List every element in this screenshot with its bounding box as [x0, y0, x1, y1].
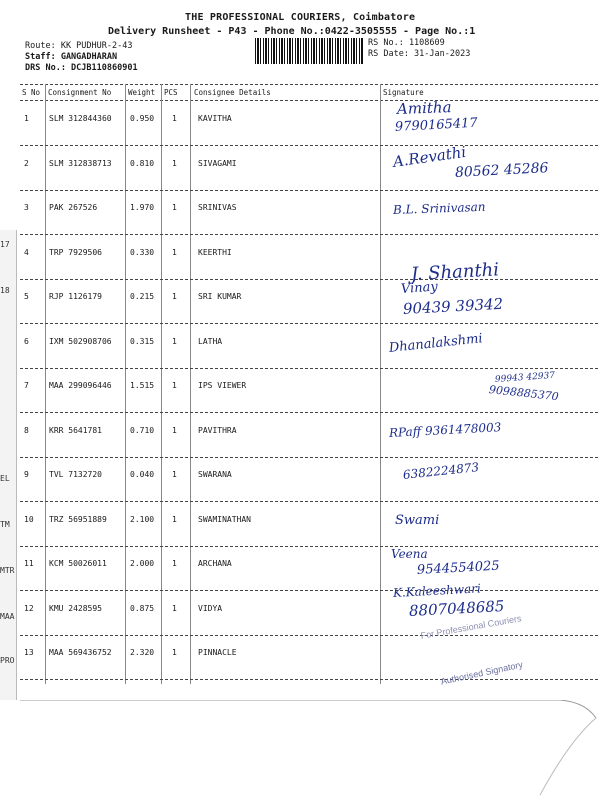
row-consignee: ARCHANA [198, 559, 232, 568]
row-consignment: PAK 267526 [49, 203, 98, 212]
row-consignee: SWAMINATHAN [198, 514, 251, 524]
edge-label: EL [0, 474, 10, 483]
row-pcs: 1 [172, 292, 177, 301]
row-pcs: 1 [172, 425, 177, 435]
signature-text: 90439 39342 [402, 294, 504, 318]
company-title: THE PROFESSIONAL COURIERS, Coimbatore [185, 12, 416, 23]
row-separator [20, 190, 598, 191]
row-separator [20, 368, 598, 369]
column-divider [161, 84, 162, 684]
col-signature: Signature [383, 88, 424, 97]
signature-text: Amitha [396, 98, 452, 118]
row-sno: 3 [24, 203, 29, 212]
column-divider [45, 84, 46, 684]
row-consignment: TRP 7929506 [49, 247, 102, 257]
row-sno: 2 [24, 158, 29, 168]
signature-text: K.Kaleeshwari [392, 580, 482, 600]
row-sno: 4 [24, 247, 29, 257]
rs-number: RS No.: 1108609 [368, 38, 445, 48]
row-consignment: SLM 312844360 [49, 114, 112, 123]
row-sno: 7 [24, 381, 29, 390]
row-pcs: 1 [172, 470, 177, 479]
route-label: Route: KK PUDHUR-2-43 [25, 41, 133, 51]
row-consignee: SRI KUMAR [198, 292, 242, 301]
row-consignee: KEERTHI [198, 247, 232, 257]
signature-text: Swami [395, 512, 440, 528]
row-pcs: 1 [172, 158, 177, 168]
row-consignment: KRR 5641781 [49, 425, 102, 435]
row-pcs: 1 [172, 603, 177, 613]
row-weight: 2.000 [130, 559, 155, 568]
row-consignment: MAA 299096446 [49, 381, 112, 390]
row-consignment: TRZ 56951889 [49, 514, 107, 524]
edge-label: TM [0, 520, 10, 529]
row-sno: 6 [24, 336, 29, 346]
row-pcs: 1 [172, 381, 177, 390]
row-sno: 11 [24, 559, 34, 568]
row-consignment: KCM 50026011 [49, 559, 107, 568]
row-weight: 0.710 [130, 425, 155, 435]
col-pcs: PCS [164, 88, 178, 97]
row-weight: 0.330 [130, 247, 155, 257]
row-separator [20, 323, 598, 324]
signature-text: 9544554025 [416, 558, 500, 578]
row-separator [20, 234, 598, 235]
column-divider [380, 84, 381, 684]
barcode [255, 38, 363, 64]
row-pcs: 1 [172, 559, 177, 568]
row-weight: 1.970 [130, 203, 155, 212]
row-consignment: SLM 312838713 [49, 158, 112, 168]
row-weight: 1.515 [130, 381, 155, 390]
row-consignee: SRINIVAS [198, 203, 237, 212]
signature-text: Vinay [400, 279, 439, 297]
row-consignment: MAA 569436752 [49, 648, 112, 657]
drs-number: DRS No.: DCJB110860901 [25, 63, 138, 73]
underlying-page-edge [0, 230, 17, 700]
col-weight: Weight [128, 88, 156, 97]
row-consignee: SWARANA [198, 470, 232, 479]
col-consignment: Consignment No [48, 88, 112, 97]
row-weight: 0.215 [130, 292, 155, 301]
row-separator [20, 457, 598, 458]
row-weight: 2.320 [130, 648, 155, 657]
row-consignee: PINNACLE [198, 648, 237, 657]
row-separator [20, 546, 598, 547]
signature-text: 99943 42937 [494, 370, 556, 385]
edge-label: 18 [0, 286, 10, 295]
row-separator [20, 635, 598, 636]
edge-label: MAA [0, 612, 15, 621]
row-consignment: RJP 1126179 [49, 292, 102, 301]
authorised-signatory: Authorised Signatory [439, 659, 524, 687]
row-sno: 5 [24, 292, 29, 301]
row-separator [20, 501, 598, 502]
table-rule [20, 100, 598, 101]
row-separator [20, 679, 598, 680]
row-sno: 1 [24, 114, 29, 123]
row-sno: 8 [24, 425, 29, 435]
signature-text: J. Shanthi [410, 258, 500, 285]
column-divider [125, 84, 126, 684]
signature-text: 6382224873 [402, 460, 480, 482]
signature-text: A.Revathi [391, 142, 468, 171]
row-pcs: 1 [172, 203, 177, 212]
signature-text: 9790165417 [394, 115, 478, 135]
row-consignment: KMU 2428595 [49, 603, 102, 613]
signature-text: B.L. Srinivasan [392, 199, 486, 217]
edge-label: MTR [0, 566, 15, 575]
row-sno: 12 [24, 603, 34, 613]
company-stamp: For Professional Couriers [419, 613, 523, 641]
row-weight: 0.040 [130, 470, 155, 479]
row-sno: 13 [24, 648, 34, 657]
row-separator [20, 145, 598, 146]
row-consignee: SIVAGAMI [198, 158, 237, 168]
staff-label: Staff: GANGADHARAN [25, 52, 118, 62]
edge-label: PRO [0, 656, 15, 665]
curl-shadow [0, 700, 600, 800]
row-consignment: IXM 502908706 [49, 336, 112, 346]
table-rule [20, 84, 598, 85]
row-weight: 0.875 [130, 603, 155, 613]
row-consignee: IPS VIEWER [198, 381, 247, 390]
row-pcs: 1 [172, 514, 177, 524]
signature-text: RPaff 9361478003 [388, 419, 502, 440]
row-consignee: VIDYA [198, 603, 223, 613]
signature-text: Veena [391, 547, 428, 561]
row-weight: 0.810 [130, 158, 155, 168]
row-sno: 10 [24, 514, 34, 524]
row-weight: 2.100 [130, 514, 155, 524]
edge-label: 17 [0, 240, 10, 249]
runsheet-title: Delivery Runsheet - P43 - Phone No.:0422-3505555 - Page No.:1 [108, 26, 476, 37]
col-consignee: Consignee Details [194, 88, 271, 97]
row-consignee: KAVITHA [198, 114, 232, 123]
row-separator [20, 590, 598, 591]
column-divider [190, 84, 191, 684]
page-curl [0, 700, 600, 800]
col-sno: S No [22, 88, 41, 97]
signature-text: 80562 45286 [454, 159, 549, 181]
row-separator [20, 279, 598, 280]
row-pcs: 1 [172, 247, 177, 257]
row-pcs: 1 [172, 114, 177, 123]
row-pcs: 1 [172, 336, 177, 346]
row-weight: 0.950 [130, 114, 155, 123]
signature-text: 9098885370 [488, 383, 560, 404]
row-pcs: 1 [172, 648, 177, 657]
row-separator [20, 412, 598, 413]
row-consignee: LATHA [198, 336, 223, 346]
row-sno: 9 [24, 470, 29, 479]
row-consignee: PAVITHRA [198, 425, 237, 435]
rs-date: RS Date: 31-Jan-2023 [368, 49, 471, 59]
signature-text: Dhanalakshmi [388, 330, 484, 356]
signature-text: 8807048685 [408, 596, 505, 620]
row-weight: 0.315 [130, 336, 155, 346]
row-consignment: TVL 7132720 [49, 470, 102, 479]
